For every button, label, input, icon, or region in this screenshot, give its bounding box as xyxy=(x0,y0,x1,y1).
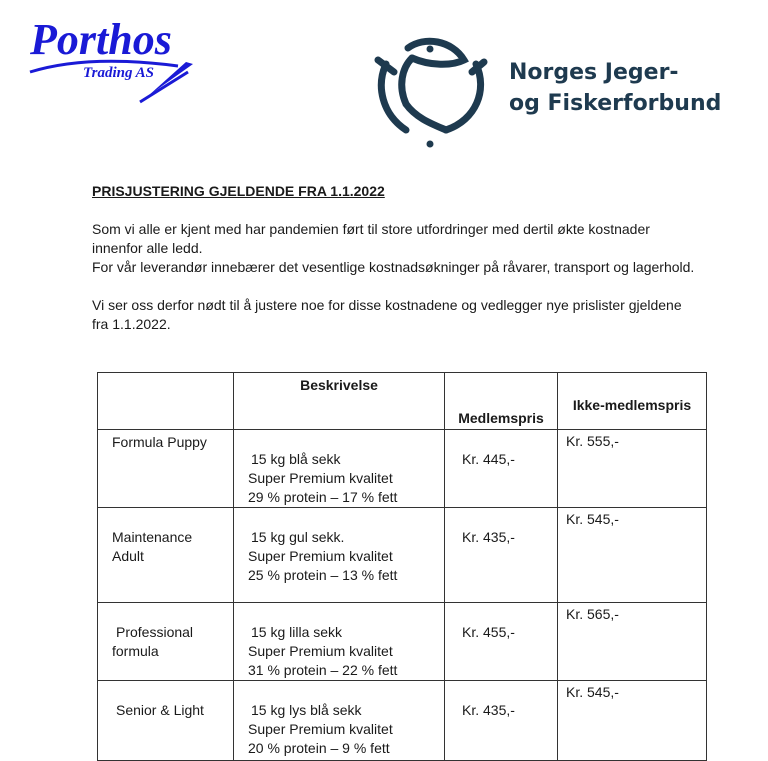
header-nonmember-label: Ikke-medlemspris xyxy=(572,397,692,413)
paragraph-2-line: fra 1.1.2022. xyxy=(92,316,171,332)
product-bag: 15 kg lilla sekk xyxy=(251,624,343,640)
table-row xyxy=(98,681,707,761)
product-bag: 15 kg lys blå sekk xyxy=(251,702,362,718)
nonmember-price: Kr. 565,- xyxy=(558,603,707,681)
product-description xyxy=(234,508,445,603)
header-nonmember xyxy=(558,373,707,430)
nonmember-price: Kr. 545,- xyxy=(558,681,707,761)
njff-name-line2: og Fiskerforbund xyxy=(509,91,722,116)
product-description xyxy=(234,430,445,508)
nonmember-price: Kr. 545,- xyxy=(558,508,707,603)
product-description xyxy=(234,603,445,681)
letter-heading: PRISJUSTERING GJELDENDE FRA 1.1.2022 xyxy=(92,183,385,199)
product-content: 25 % protein – 13 % fett xyxy=(248,567,398,583)
product-name xyxy=(98,603,234,681)
njff-fish-logo-icon xyxy=(372,34,492,148)
product-name-line: Adult xyxy=(112,548,144,564)
member-price: Kr. 455,- xyxy=(445,603,558,681)
paragraph-2 xyxy=(92,296,712,334)
product-bag: 15 kg gul sekk. xyxy=(251,529,345,545)
letter-body xyxy=(92,182,712,353)
header-description-label: Beskrivelse xyxy=(300,377,378,393)
header-member-label: Medlemspris xyxy=(458,410,544,426)
paragraph-1-line: Som vi alle er kjent med har pandemien ført til store utfordringer med dertil økte kostnader xyxy=(92,221,650,237)
table-header-row xyxy=(98,373,707,430)
product-description xyxy=(234,681,445,761)
paragraph-2-line: Vi ser oss derfor nødt til å justere noe for disse kostnadene og vedlegger nye prislister gjeldene xyxy=(92,297,682,313)
product-content: 20 % protein – 9 % fett xyxy=(248,740,390,756)
product-quality: Super Premium kvalitet xyxy=(248,548,393,564)
product-name-line: Professional xyxy=(116,624,194,640)
product-name-line: Formula Puppy xyxy=(112,434,207,450)
nonmember-price: Kr. 555,- xyxy=(558,430,707,508)
porthos-name: Porthos xyxy=(30,15,172,64)
porthos-sub: Trading AS xyxy=(83,65,154,81)
table-row xyxy=(98,508,707,603)
header-description xyxy=(234,373,445,430)
paragraph-1 xyxy=(92,220,712,277)
njff-name-line1: Norges Jeger- xyxy=(509,60,679,85)
product-bag: 15 kg blå sekk xyxy=(251,451,341,467)
porthos-logo xyxy=(28,14,198,104)
member-price: Kr. 445,- xyxy=(445,430,558,508)
member-price: Kr. 435,- xyxy=(445,681,558,761)
product-content: 29 % protein – 17 % fett xyxy=(248,489,398,505)
product-name xyxy=(98,681,234,761)
product-name-line: Senior & Light xyxy=(116,702,204,718)
paragraph-1-line: For vår leverandør innebærer det vesentlige kostnadsøkninger på råvarer, transport og lagerhold. xyxy=(92,259,695,275)
header-member xyxy=(445,373,558,430)
member-price: Kr. 435,- xyxy=(445,508,558,603)
product-quality: Super Premium kvalitet xyxy=(248,721,393,737)
header-name xyxy=(98,373,234,430)
product-name xyxy=(98,508,234,603)
njff-name xyxy=(509,57,721,119)
product-name-line: formula xyxy=(112,643,159,659)
product-quality: Super Premium kvalitet xyxy=(248,470,393,486)
product-name-line: Maintenance xyxy=(112,529,193,545)
product-quality: Super Premium kvalitet xyxy=(248,643,393,659)
product-content: 31 % protein – 22 % fett xyxy=(248,662,398,678)
table-row xyxy=(98,430,707,508)
price-table xyxy=(97,372,707,761)
table-row xyxy=(98,603,707,681)
product-name xyxy=(98,430,234,508)
paragraph-1-line: innenfor alle ledd. xyxy=(92,240,203,256)
